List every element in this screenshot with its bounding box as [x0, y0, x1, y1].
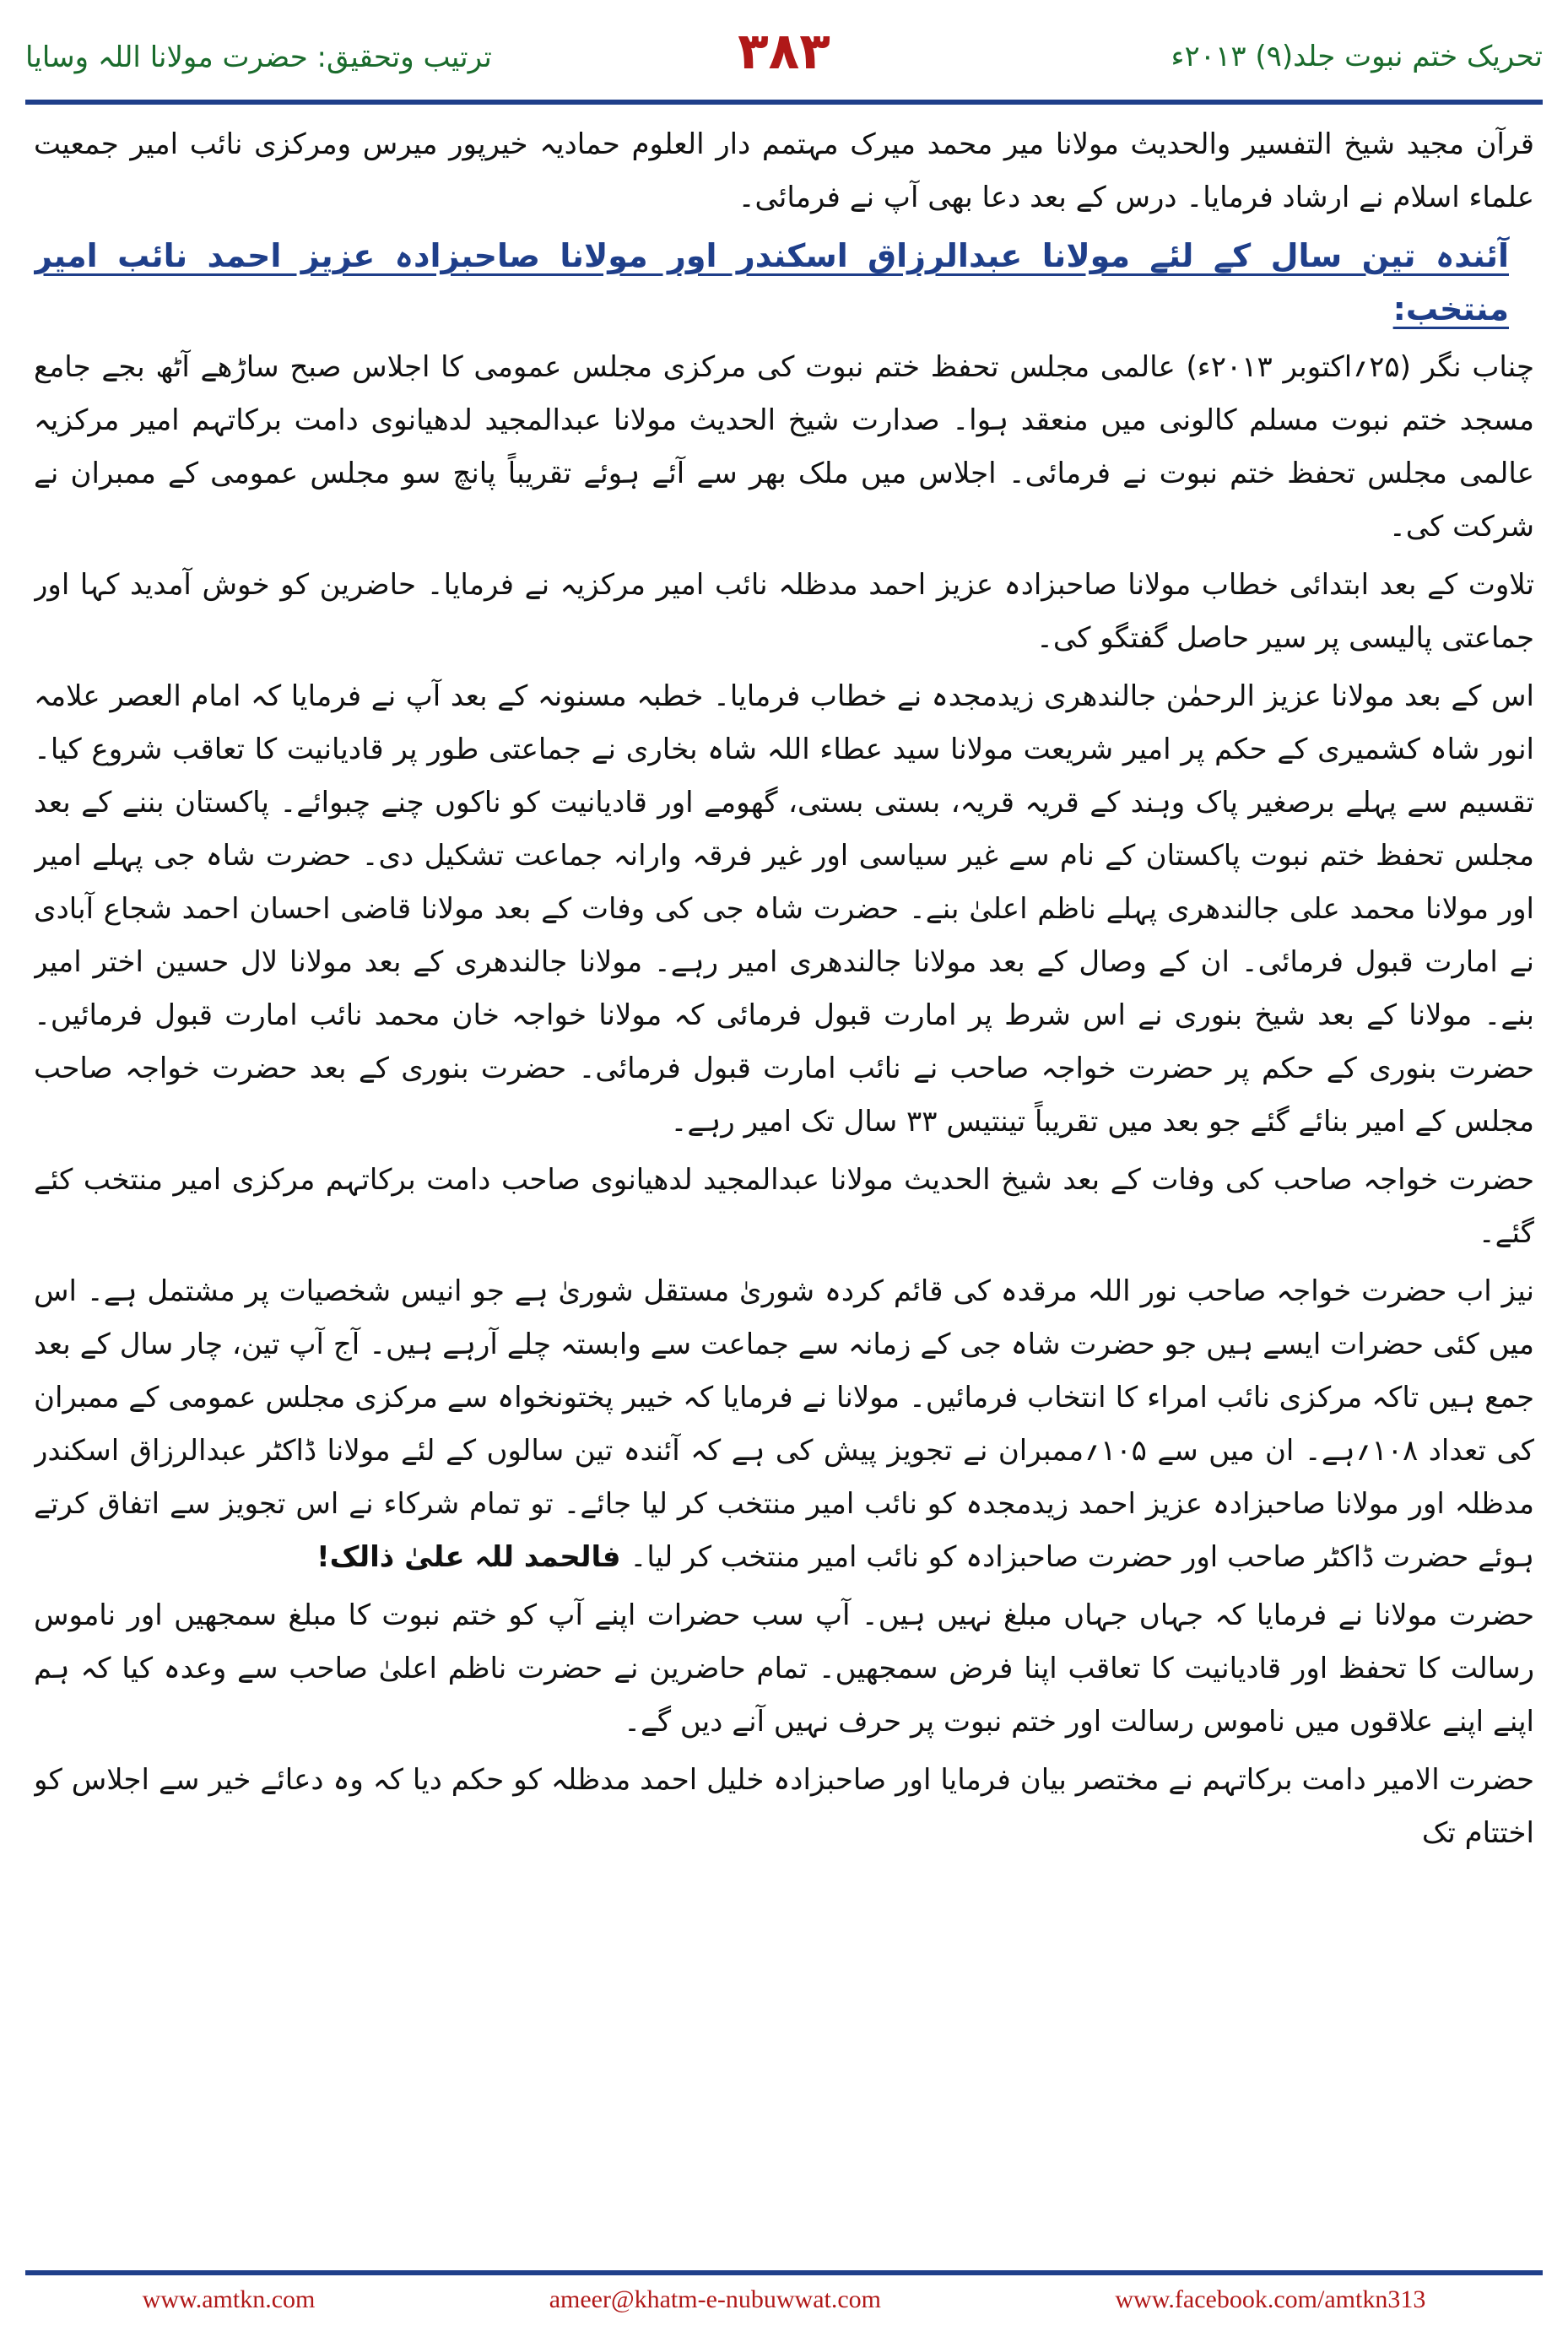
paragraph: حضرت الامیر دامت برکاتہم نے مختصر بیان فرمایا اور صاحبزادہ خلیل احمد مدظلہ کو حکم دیا کہ وہ دعائے خیر سے اجلاس کو اختتام تک	[34, 1763, 1534, 1850]
paragraph: اس کے بعد مولانا عزیز الرحمٰن جالندھری زیدمجدہ نے خطاب فرمایا۔ خطبہ مسنونہ کے بعد آپ نے فرمایا کہ امام العصر علامہ انور شاہ کشمیری کے حکم پر امیر شریعت مولانا سید عطاء اللہ شاہ بخاری نے جماعتی طور پر قادیانیت کا تعاقب شروع کیا۔ تقسیم سے پہلے برصغیر پاک وہند کے قریہ قریہ، بستی بستی، گھومے اور قادیانیت کو ناکوں چنے چبوائے۔ پاکستان بننے کے بعد مجلس تحفظ ختم نبوت پاکستان کے نام سے غیر سیاسی اور غیر فرقہ وارانہ جماعت تشکیل دی۔ حضرت شاہ جی پہلے امیر اور مولانا محمد علی جالندھری پہلے ناظم اعلیٰ بنے۔ حضرت شاہ جی کی وفات کے بعد مولانا قاضی احسان احمد شجاع آبادی نے امارت قبول فرمائی۔ ان کے وصال کے بعد مولانا جالندھری امیر رہے۔ مولانا جالندھری کے بعد مولانا لال حسین اختر امیر بنے۔ مولانا کے بعد شیخ بنوری نے اس شرط پر امارت قبول فرمائی کہ مولانا خواجہ خان محمد نائب امارت قبول فرمائیں۔ حضرت بنوری کے حکم پر حضرت خواجہ صاحب نے نائب امارت قبول فرمائی۔ حضرت بنوری کے بعد حضرت خواجہ صاحب مجلس کے امیر بنائے گئے جو بعد میں تقریباً تینتیس ۳۳ سال تک امیر رہے۔	[34, 679, 1534, 1139]
paragraph: تلاوت کے بعد ابتدائی خطاب مولانا صاحبزادہ عزیز احمد مدظلہ نائب امیر مرکزیہ نے فرمایا۔ حاضرین کو خوش آمدید کہا اور جماعتی پالیسی پر سیر حاصل گفتگو کی۔	[34, 568, 1534, 655]
paragraph: حضرت مولانا نے فرمایا کہ جہاں جہاں مبلغ نہیں ہیں۔ آپ سب حضرات اپنے آپ کو ختم نبوت کا مبلغ سمجھیں اور ناموس رسالت کا تحفظ اور قادیانیت کا تعاقب اپنا فرض سمجھیں۔ تمام حاضرین نے حضرت ناظم اعلیٰ صاحب سے وعدہ کیا کہ ہم اپنے اپنے علاقوں میں ناموس رسالت اور ختم نبوت پر حرف نہیں آنے دیں گے۔	[34, 1598, 1534, 1739]
paragraph: چناب نگر (۲۵؍اکتوبر ۲۰۱۳ء) عالمی مجلس تحفظ ختم نبوت کی مرکزی مجلس عمومی کا اجلاس صبح ساڑھے آٹھ بجے جامع مسجد ختم نبوت مسلم کالونی میں منعقد ہوا۔ صدارت شیخ الحدیث مولانا عبدالمجید لدھیانوی دامت برکاتہم امیر مرکزیہ عالمی مجلس تحفظ ختم نبوت نے فرمائی۔ اجلاس میں ملک بھر سے آئے ہوئے تقریباً پانچ سو مجلس عمومی کے ممبران نے شرکت کی۔	[34, 350, 1534, 544]
closing-praise: فالحمد للہ علیٰ ذالک!	[316, 1540, 621, 1574]
compiler-credit: ترتیب وتحقیق: حضرت مولانا اللہ وسایا	[25, 40, 492, 74]
email-link[interactable]: ameer@khatm-e-nubuwwat.com	[549, 2285, 882, 2313]
paragraph-text: نیز اب حضرت خواجہ صاحب نور اللہ مرقدہ کی قائم کردہ شوریٰ مستقل شوریٰ ہے جو انیس شخصیات پر مشتمل ہے۔ اس میں کئی حضرات ایسے ہیں جو حضرت شاہ جی کے زمانہ سے جماعت سے وابستہ چلے آرہے ہیں۔ آج آپ تین، چار سال کے بعد جمع ہیں تاکہ مرکزی نائب امراء کا انتخاب فرمائیں۔ مولانا نے فرمایا کہ خیبر پختونخواہ سے مرکزی مجلس عمومی کے ممبران کی تعداد ۱۰۸؍ہے۔ ان میں سے ۱۰۵؍ممبران نے تجویز پیش کی ہے کہ آئندہ تین سالوں کے لئے مولانا ڈاکٹر عبدالرزاق اسکندر مدظلہ اور مولانا صاحبزادہ عزیز احمد زیدمجدہ کو نائب امیر منتخب کر لیا جائے۔ تو تمام شرکاء نے اس تجویز سے اتفاق کرتے ہوئے حضرت ڈاکٹر صاحب اور حضرت صاحبزادہ کو نائب امیر منتخب کر لیا۔	[34, 1274, 1534, 1574]
facebook-link[interactable]: www.facebook.com/amtkn313	[1115, 2285, 1426, 2313]
page-header	[25, 19, 1543, 95]
section-heading: آئندہ تین سال کے لئے مولانا عبدالرزاق اسکندر اور مولانا صاحبزادہ عزیز احمد نائب امیر منتخب:	[34, 237, 1509, 327]
website-link[interactable]: www.amtkn.com	[142, 2285, 316, 2313]
article-body	[34, 118, 1534, 2262]
paragraph: قرآن مجید شیخ التفسیر والحدیث مولانا میر محمد میرک مہتمم دار العلوم حمادیہ خیرپور میرس ومرکزی نائب امیر جمعیت علماء اسلام نے ارشاد فرمایا۔ درس کے بعد دعا بھی آپ نے فرمائی۔	[34, 127, 1534, 214]
paragraph: حضرت خواجہ صاحب کی وفات کے بعد شیخ الحدیث مولانا عبدالمجید لدھیانوی صاحب دامت برکاتہم مرکزی امیر منتخب کئے گئے۔	[34, 1163, 1534, 1250]
series-title: تحریک ختم نبوت جلد(۹) ۲۰۱۳ء	[1171, 40, 1543, 73]
page-footer	[25, 2279, 1543, 2321]
page-number: ۳۸۳	[738, 22, 830, 81]
paragraph	[34, 1265, 1534, 1584]
footer-divider	[25, 2270, 1543, 2275]
header-divider	[25, 100, 1543, 105]
